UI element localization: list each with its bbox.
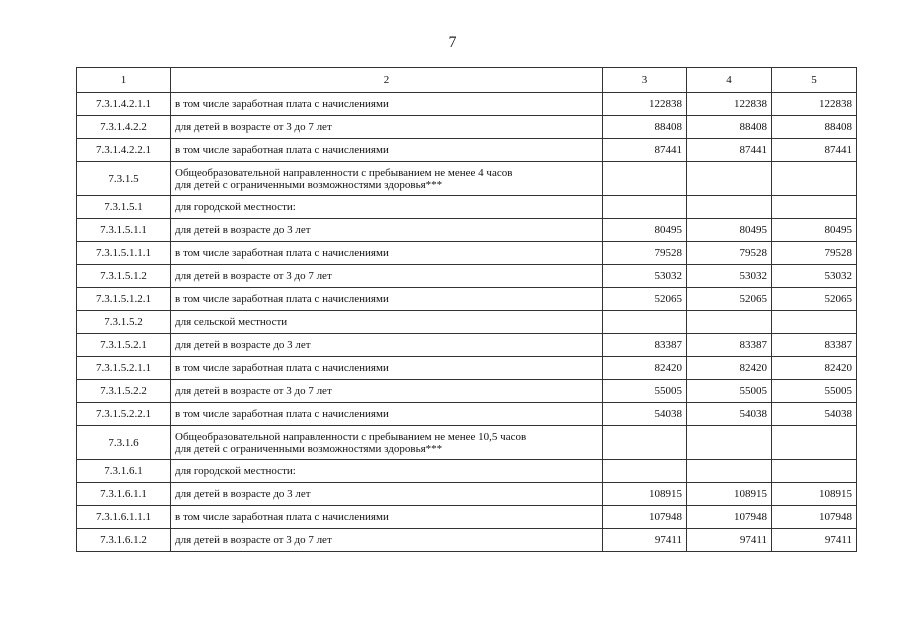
row-description: для детей в возрасте от 3 до 7 лет bbox=[171, 116, 603, 139]
row-value-col5 bbox=[772, 460, 857, 483]
column-header: 1 bbox=[77, 68, 171, 93]
row-value-col5: 97411 bbox=[772, 529, 857, 552]
row-code: 7.3.1.5.1.2 bbox=[77, 265, 171, 288]
row-code: 7.3.1.5.2.2 bbox=[77, 380, 171, 403]
row-description-line1: Общеобразовательной направленности с пребыванием не менее 4 часов bbox=[175, 166, 513, 179]
row-value-col3: 107948 bbox=[603, 506, 687, 529]
row-value-col4: 55005 bbox=[687, 380, 772, 403]
row-description: в том числе заработная плата с начислениями bbox=[171, 357, 603, 380]
row-value-col4: 80495 bbox=[687, 219, 772, 242]
row-description: в том числе заработная плата с начислениями bbox=[171, 93, 603, 116]
row-description: для детей в возрасте до 3 лет bbox=[171, 334, 603, 357]
row-description: в том числе заработная плата с начислениями bbox=[171, 139, 603, 162]
row-value-col5: 87441 bbox=[772, 139, 857, 162]
table-row bbox=[77, 265, 857, 288]
row-value-col4 bbox=[687, 311, 772, 334]
row-value-col3 bbox=[603, 426, 687, 460]
table-row bbox=[77, 288, 857, 311]
table-row bbox=[77, 93, 857, 116]
row-description: в том числе заработная плата с начислениями bbox=[171, 506, 603, 529]
row-value-col4 bbox=[687, 460, 772, 483]
column-header: 3 bbox=[603, 68, 687, 93]
row-value-col3: 52065 bbox=[603, 288, 687, 311]
row-value-col3: 79528 bbox=[603, 242, 687, 265]
row-value-col5: 80495 bbox=[772, 219, 857, 242]
row-code: 7.3.1.5.1 bbox=[77, 196, 171, 219]
row-value-col3 bbox=[603, 162, 687, 196]
row-value-col4: 122838 bbox=[687, 93, 772, 116]
row-description: для детей в возрасте до 3 лет bbox=[171, 219, 603, 242]
row-value-col4: 54038 bbox=[687, 403, 772, 426]
table-row bbox=[77, 242, 857, 265]
row-description: для детей в возрасте до 3 лет bbox=[171, 483, 603, 506]
row-description: в том числе заработная плата с начислениями bbox=[171, 403, 603, 426]
row-value-col4: 88408 bbox=[687, 116, 772, 139]
page-number: 7 bbox=[448, 34, 457, 51]
table-row bbox=[77, 162, 857, 196]
row-value-col5: 107948 bbox=[772, 506, 857, 529]
row-value-col5: 83387 bbox=[772, 334, 857, 357]
row-code: 7.3.1.5.2.2.1 bbox=[77, 403, 171, 426]
row-code: 7.3.1.5.1.1 bbox=[77, 219, 171, 242]
row-value-col3: 53032 bbox=[603, 265, 687, 288]
row-value-col5: 82420 bbox=[772, 357, 857, 380]
row-description bbox=[171, 426, 603, 460]
row-value-col5 bbox=[772, 196, 857, 219]
row-value-col3: 55005 bbox=[603, 380, 687, 403]
row-code: 7.3.1.5 bbox=[77, 162, 171, 196]
row-value-col4: 83387 bbox=[687, 334, 772, 357]
row-code: 7.3.1.6.1 bbox=[77, 460, 171, 483]
table-row bbox=[77, 116, 857, 139]
table-row bbox=[77, 483, 857, 506]
row-value-col4: 82420 bbox=[687, 357, 772, 380]
table-row bbox=[77, 219, 857, 242]
row-code: 7.3.1.6.1.2 bbox=[77, 529, 171, 552]
row-value-col4: 53032 bbox=[687, 265, 772, 288]
row-value-col3: 122838 bbox=[603, 93, 687, 116]
row-description: для сельской местности bbox=[171, 311, 603, 334]
table-row bbox=[77, 196, 857, 219]
row-value-col3 bbox=[603, 196, 687, 219]
row-description: в том числе заработная плата с начислениями bbox=[171, 242, 603, 265]
row-code: 7.3.1.5.2.1.1 bbox=[77, 357, 171, 380]
row-value-col5: 122838 bbox=[772, 93, 857, 116]
row-code: 7.3.1.4.2.2 bbox=[77, 116, 171, 139]
row-value-col3 bbox=[603, 311, 687, 334]
row-value-col4 bbox=[687, 162, 772, 196]
row-value-col5: 52065 bbox=[772, 288, 857, 311]
column-header: 5 bbox=[772, 68, 857, 93]
row-description-line2: для детей с ограниченными возможностями здоровья*** bbox=[175, 442, 443, 455]
row-description-line1: Общеобразовательной направленности с пребыванием не менее 10,5 часов bbox=[175, 430, 527, 443]
row-value-col3: 88408 bbox=[603, 116, 687, 139]
row-description: в том числе заработная плата с начислениями bbox=[171, 288, 603, 311]
column-header: 4 bbox=[687, 68, 772, 93]
row-description: для детей в возрасте от 3 до 7 лет bbox=[171, 529, 603, 552]
table-row bbox=[77, 334, 857, 357]
row-value-col3: 82420 bbox=[603, 357, 687, 380]
row-description: для городской местности: bbox=[171, 196, 603, 219]
row-value-col3: 54038 bbox=[603, 403, 687, 426]
row-code: 7.3.1.6.1.1.1 bbox=[77, 506, 171, 529]
row-description-line2: для детей с ограниченными возможностями здоровья*** bbox=[175, 178, 443, 191]
table-row bbox=[77, 506, 857, 529]
row-code: 7.3.1.5.1.1.1 bbox=[77, 242, 171, 265]
row-code: 7.3.1.4.2.2.1 bbox=[77, 139, 171, 162]
row-value-col5: 88408 bbox=[772, 116, 857, 139]
row-value-col4: 108915 bbox=[687, 483, 772, 506]
table-row bbox=[77, 311, 857, 334]
row-value-col4 bbox=[687, 426, 772, 460]
table-row bbox=[77, 403, 857, 426]
row-value-col4 bbox=[687, 196, 772, 219]
row-code: 7.3.1.6 bbox=[77, 426, 171, 460]
row-description bbox=[171, 162, 603, 196]
row-value-col4: 79528 bbox=[687, 242, 772, 265]
row-value-col4: 52065 bbox=[687, 288, 772, 311]
row-code: 7.3.1.6.1.1 bbox=[77, 483, 171, 506]
row-value-col3: 97411 bbox=[603, 529, 687, 552]
row-value-col5 bbox=[772, 311, 857, 334]
row-value-col4: 87441 bbox=[687, 139, 772, 162]
column-header: 2 bbox=[171, 68, 603, 93]
row-value-col5 bbox=[772, 426, 857, 460]
row-code: 7.3.1.5.2 bbox=[77, 311, 171, 334]
row-value-col4: 97411 bbox=[687, 529, 772, 552]
row-value-col5: 55005 bbox=[772, 380, 857, 403]
table-row bbox=[77, 380, 857, 403]
row-value-col3 bbox=[603, 460, 687, 483]
row-value-col5 bbox=[772, 162, 857, 196]
row-code: 7.3.1.4.2.1.1 bbox=[77, 93, 171, 116]
row-code: 7.3.1.5.2.1 bbox=[77, 334, 171, 357]
row-value-col3: 108915 bbox=[603, 483, 687, 506]
row-description: для детей в возрасте от 3 до 7 лет bbox=[171, 265, 603, 288]
table-header-row bbox=[77, 68, 857, 93]
row-value-col3: 80495 bbox=[603, 219, 687, 242]
row-value-col3: 83387 bbox=[603, 334, 687, 357]
table-row bbox=[77, 529, 857, 552]
row-value-col5: 54038 bbox=[772, 403, 857, 426]
data-table bbox=[76, 67, 857, 552]
row-value-col5: 53032 bbox=[772, 265, 857, 288]
row-code: 7.3.1.5.1.2.1 bbox=[77, 288, 171, 311]
table-row bbox=[77, 460, 857, 483]
table-row bbox=[77, 357, 857, 380]
row-value-col4: 107948 bbox=[687, 506, 772, 529]
row-value-col5: 79528 bbox=[772, 242, 857, 265]
row-description: для детей в возрасте от 3 до 7 лет bbox=[171, 380, 603, 403]
row-value-col5: 108915 bbox=[772, 483, 857, 506]
table-row bbox=[77, 426, 857, 460]
row-description: для городской местности: bbox=[171, 460, 603, 483]
table-row bbox=[77, 139, 857, 162]
row-value-col3: 87441 bbox=[603, 139, 687, 162]
